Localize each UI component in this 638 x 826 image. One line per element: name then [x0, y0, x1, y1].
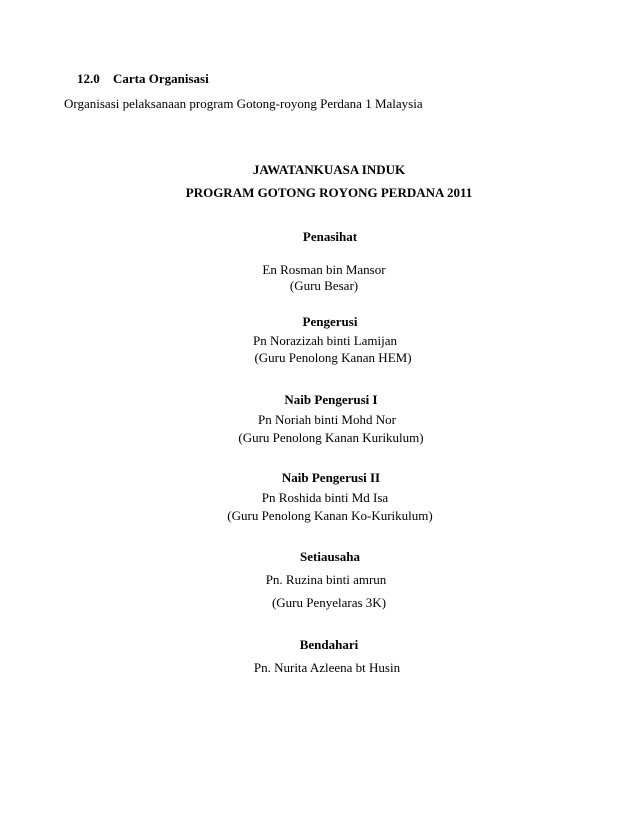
role-holder-name: Pn Norazizah binti Lamijan: [252, 333, 398, 348]
role-title: Bendahari: [299, 637, 359, 652]
role-holder-name: Pn Roshida binti Md Isa: [261, 490, 389, 505]
role-title: Penasihat: [302, 229, 358, 244]
role-holder-position: (Guru Besar): [289, 278, 359, 293]
section-subtitle: Organisasi pelaksanaan program Gotong-royong Perdana 1 Malaysia: [64, 96, 423, 111]
role-title: Naib Pengerusi II: [281, 470, 381, 485]
role-holder-name: En Rosman bin Mansor: [262, 262, 386, 277]
committee-heading-line1: JAWATANKUASA INDUK: [252, 162, 406, 177]
section-number: 12.0: [77, 71, 100, 86]
role-holder-position: (Guru Penolong Kanan Ko-Kurikulum): [227, 508, 433, 523]
committee-heading-line2: PROGRAM GOTONG ROYONG PERDANA 2011: [185, 185, 473, 200]
role-holder-position: (Guru Penyelaras 3K): [271, 595, 387, 610]
role-holder-position: (Guru Penolong Kanan Kurikulum): [238, 430, 424, 445]
role-holder-name: Pn Noriah binti Mohd Nor: [258, 412, 396, 427]
role-title: Setiausaha: [300, 549, 360, 564]
role-title: Naib Pengerusi I: [284, 392, 378, 407]
role-holder-position: (Guru Penolong Kanan HEM): [254, 350, 412, 365]
section-title: Carta Organisasi: [113, 71, 209, 86]
role-holder-name: Pn. Ruzina binti amrun: [265, 572, 387, 587]
role-title: Pengerusi: [302, 314, 358, 329]
role-holder-name: Pn. Nurita Azleena bt Husin: [253, 660, 401, 675]
